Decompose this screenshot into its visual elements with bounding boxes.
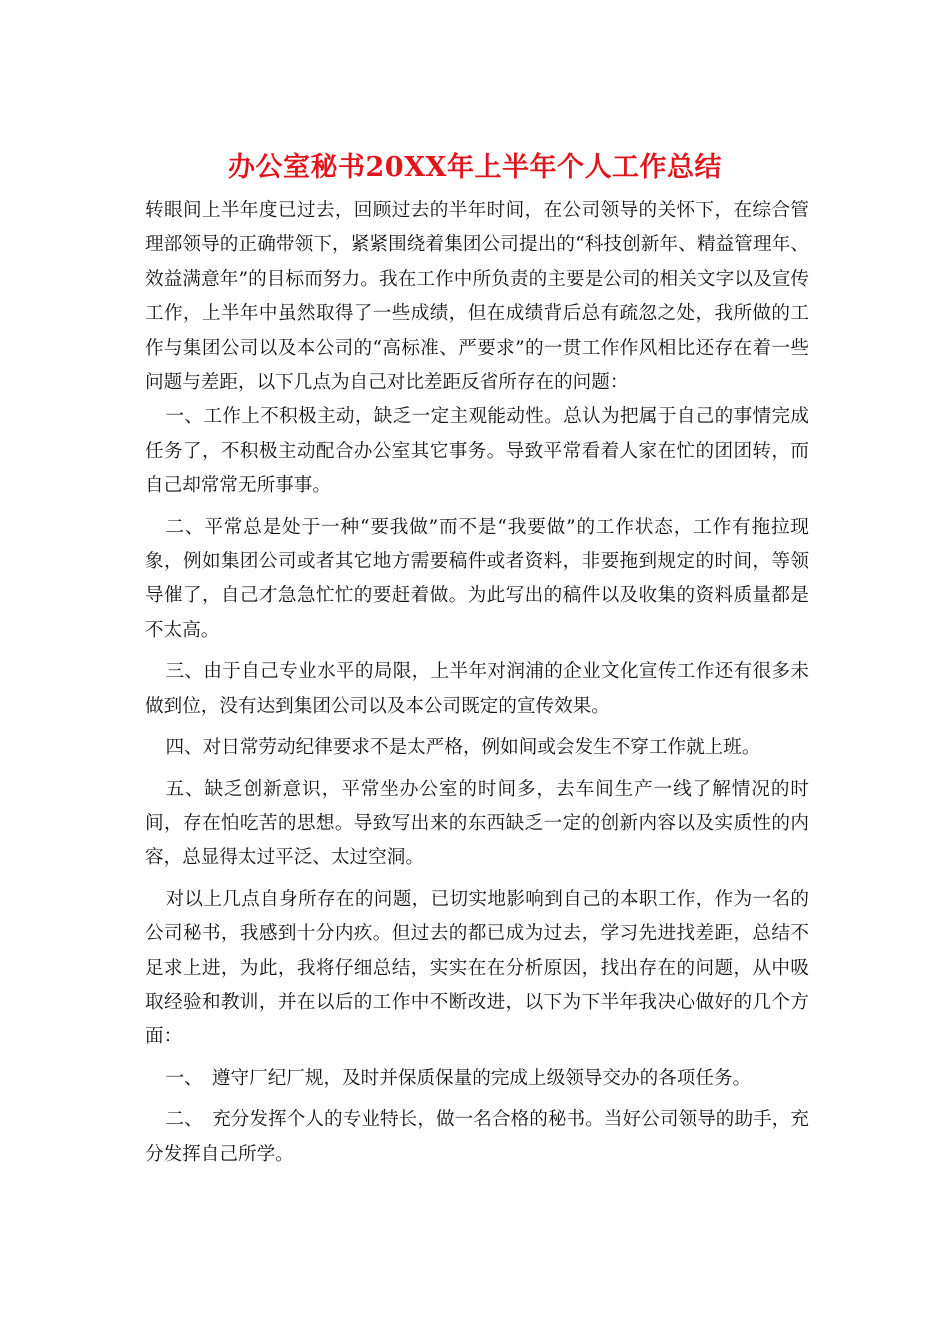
paragraph-issue-3: 三、由于自己专业水平的局限，上半年对润浦的企业文化宣传工作还有很多未做到位，没有达到集团公司以及本公司既定的宣传效果。	[145, 661, 809, 717]
paragraph-plan-1: 一、 遵守厂纪厂规，及时并保质保量的完成上级领导交办的各项任务。	[165, 1067, 752, 1089]
paragraph-issue-2: 二、平常总是处于一种“要我做”而不是“我要做”的工作状态，工作有拖拉现象，例如集团公司或者其它地方需要稿件或者资料，非要拖到规定的时间，等领导催了，自己才急急忙忙的要赶着做。为此写出的稿件以及收集的资料质量都是不太高。	[145, 516, 809, 641]
paragraph-issue-4: 四、对日常劳动纪律要求不是太严格，例如间或会发生不穿工作就上班。	[165, 737, 761, 759]
document-body	[145, 194, 809, 1172]
paragraph-intro: 转眼间上半年度已过去，回顾过去的半年时间，在公司领导的关怀下，在综合管理部领导的正确带领下，紧紧围绕着集团公司提出的“科技创新年、精益管理年、效益满意年”的目标而努力。我在工作中所负责的主要是公司的相关文字以及宣传工作，上半年中虽然取得了一些成绩，但在成绩背后总有疏忽之处，我所做的工作与集团公司以及本公司的“高标准、严要求”的一贯工作作风相比还存在着一些问题与差距，以下几点为自己对比差距反省所存在的问题：	[145, 200, 809, 394]
paragraph-issue-5: 五、缺乏创新意识，平常坐办公室的时间多，去车间生产一线了解情况的时间，存在怕吃苦的思想。导致写出来的东西缺乏一定的创新内容以及实质性的内容，总显得太过平泛、太过空洞。	[145, 778, 809, 869]
paragraph-plan-2: 二、 充分发挥个人的专业特长，做一名合格的秘书。当好公司领导的助手，充分发挥自己所学。	[145, 1109, 809, 1165]
paragraph-reflection: 对以上几点自身所存在的问题，已切实地影响到自己的本职工作，作为一名的公司秘书，我感到十分内疚。但过去的都已成为过去，学习先进找差距，总结不足求上进，为此，我将仔细总结，实实在在分析原因，找出存在的问题，从中吸取经验和教训，并在以后的工作中不断改进，以下为下半年我决心做好的几个方面：	[145, 888, 809, 1048]
document-title: 办公室秘书20XX年上半年个人工作总结	[228, 152, 722, 183]
paragraph-issue-1: 一、工作上不积极主动，缺乏一定主观能动性。总认为把属于自己的事情完成任务了，不积极主动配合办公室其它事务。导致平常看着人家在忙的团团转，而自己却常常无所事事。	[145, 406, 809, 497]
